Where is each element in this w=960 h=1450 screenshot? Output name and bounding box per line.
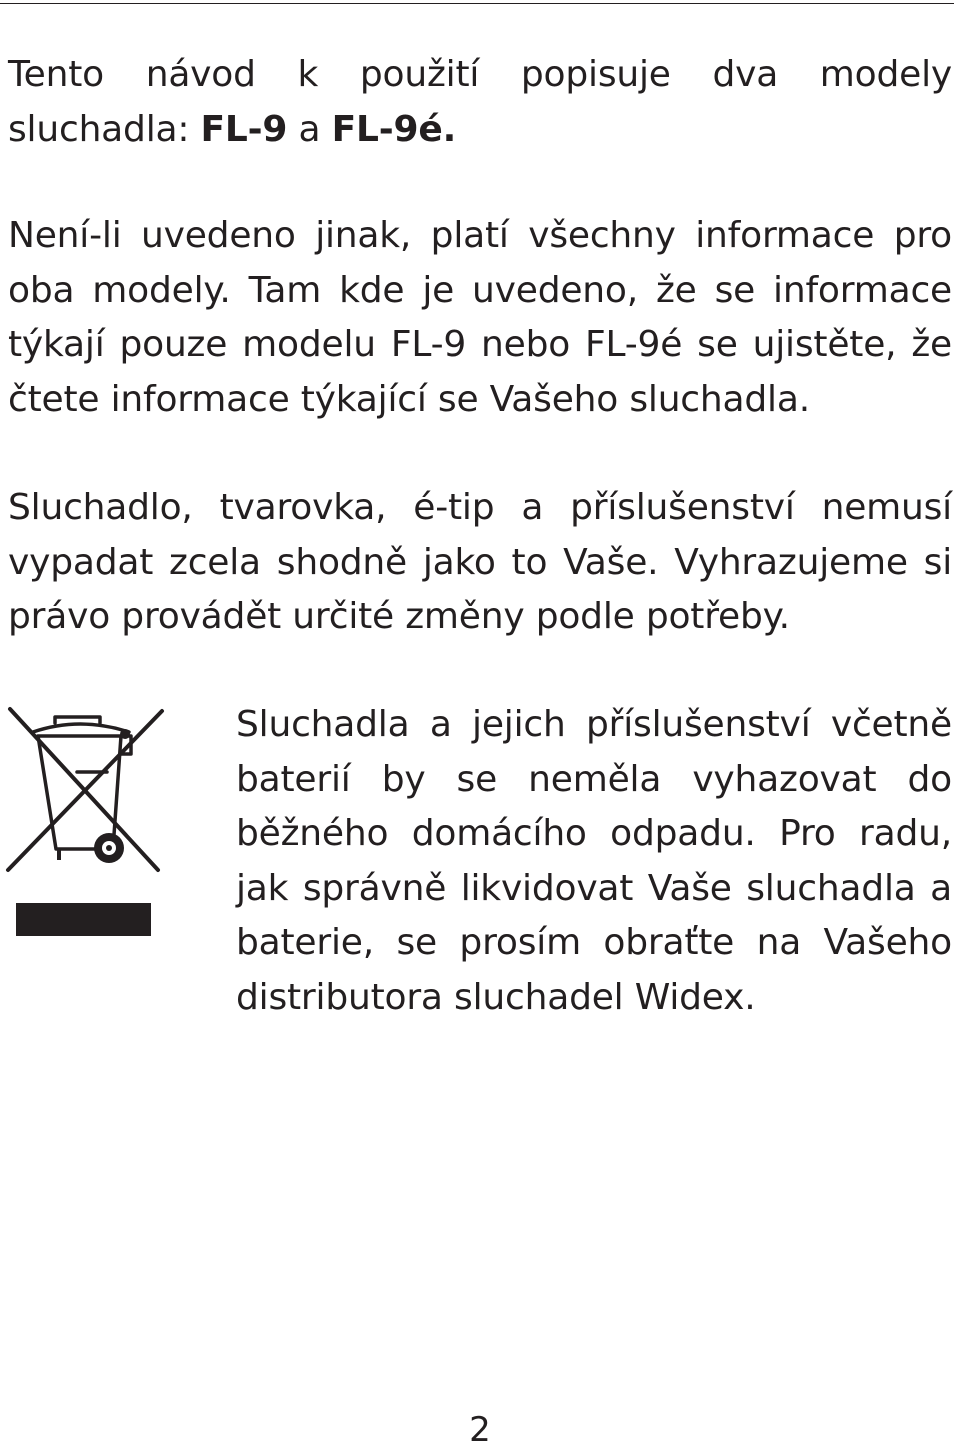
model-fl9e: FL-9é.	[331, 108, 457, 150]
disposal-paragraph: Sluchadla a jejich příslušenství včetně baterií by se neměla vyhazovat do běžného domácího odpadu. Pro radu, jak správně likvidovat Vaše sluchadla a baterie, se prosím obraťte na Vašeho distributora sluchadel Widex.	[236, 704, 952, 1018]
intro-paragraph	[8, 48, 952, 157]
model-fl9: FL-9	[200, 108, 288, 150]
intro-text: Tento návod k použití popisuje dva modely sluchadla:	[8, 54, 952, 150]
top-rule	[0, 3, 954, 4]
changes-paragraph: Sluchadlo, tvarovka, é-tip a příslušenství nemusí vypadat zcela shodně jako to Vaše. Vyhrazujeme si právo provádět určité změny podle potřeby.	[8, 487, 952, 637]
intro-conjunction: a	[287, 108, 332, 150]
crossed-out-wheelie-bin-icon	[5, 706, 165, 940]
models-paragraph: Není-li uvedeno jinak, platí všechny informace pro oba modely. Tam kde je uvedeno, že se informace týkají pouze modelu FL-9 nebo FL-9é se ujistěte, že čtete informace týkající se Vašeho sluchadla.	[8, 215, 952, 420]
page-number: 2	[469, 1410, 491, 1450]
